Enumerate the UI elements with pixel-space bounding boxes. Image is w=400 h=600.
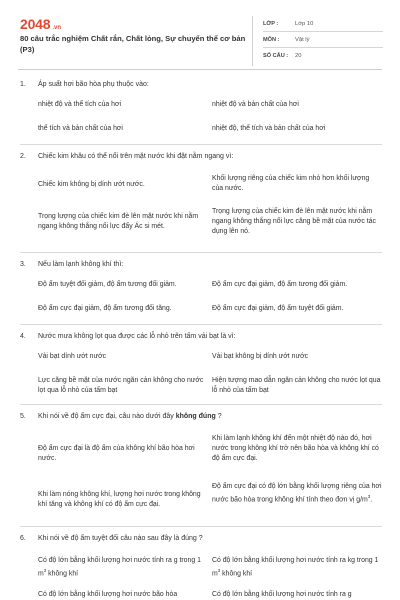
option-text: Có độ lớn bằng khối lượng hơi nước tính ra kg trong 1 m bbox=[212, 557, 379, 578]
answer-option-b[interactable]: Khối lượng riêng của chiếc kim nhỏ hơn khối lượng của nước. bbox=[212, 175, 370, 192]
answer-option-c[interactable]: thể tích và bản chất của hơi bbox=[38, 125, 123, 132]
question-1 bbox=[20, 80, 382, 132]
meta-key: LỚP : bbox=[263, 20, 279, 27]
option-text-end: . bbox=[370, 496, 373, 504]
answer-option-a[interactable]: Chiếc kim không bị dính ướt nước. bbox=[38, 181, 145, 188]
question-2 bbox=[20, 152, 382, 235]
answer-option-d[interactable]: Hiện tượng mao dẫn ngăn cản không cho nước lọt qua lỗ nhỏ của tấm bạt bbox=[212, 377, 381, 394]
answer-option-c[interactable]: Lực căng bề mặt của nước ngăn cản không cho nước lọt qua lỗ nhỏ của tấm bạt bbox=[38, 377, 204, 394]
answer-option-b[interactable]: Khi làm lạnh không khí đến một nhiệt độ nào đó, hơi nước trong không khí trở nên bão hòa và không khí có độ ẩm cực đại. bbox=[212, 435, 379, 462]
meta-key: SỐ CÂU : bbox=[263, 53, 289, 59]
question-text: Khi nói về độ ẩm tuyệt đối câu nào sau đây là đúng ? bbox=[38, 535, 203, 542]
answer-option-a[interactable]: Vải bạt dính ướt nước bbox=[38, 353, 107, 360]
option-text-end: không khí bbox=[220, 570, 253, 578]
question-text-start: Khi nói về độ ẩm cực đại, câu nào dưới đây bbox=[38, 413, 176, 420]
answer-option-a[interactable]: Độ ẩm cực đại là độ ẩm của không khí bão hòa hơi nước. bbox=[38, 445, 195, 462]
option-text-end: không khí bbox=[46, 570, 79, 578]
answer-option-c[interactable]: Trọng lượng của chiếc kim đè lên mặt nước khi nằm ngang không thắng nổi lực đẩy Ác si mét. bbox=[38, 213, 199, 230]
answer-option-a[interactable] bbox=[38, 556, 206, 579]
unit-superscript: 3 bbox=[367, 494, 371, 499]
question-text-end: ? bbox=[215, 413, 222, 420]
brand-domain: .vn bbox=[52, 25, 62, 31]
meta-row-subject bbox=[263, 32, 383, 48]
meta-key: MÔN : bbox=[263, 36, 280, 43]
brand-name: 2048 bbox=[20, 16, 51, 32]
answer-option-d[interactable]: Trọng lượng của chiếc kim đè lên mặt nước khi nằm ngang không thắng nổi lực căng bề mặt của nước tác dụng lên nó. bbox=[212, 208, 376, 235]
question-number: 3. bbox=[20, 261, 26, 268]
meta-value: Vật lý bbox=[295, 36, 310, 43]
question-text: Chiếc kim khâu có thể nổi trên mặt nước khi đặt nằm ngang vì: bbox=[38, 153, 234, 160]
option-text: Có độ lớn bằng khối lượng hơi nước tính ra g trong 1 m bbox=[38, 557, 201, 578]
meta-row-grade bbox=[263, 16, 383, 32]
answer-option-b[interactable] bbox=[212, 556, 382, 579]
meta-value: Lớp 10 bbox=[295, 20, 314, 27]
answer-option-c[interactable]: Có độ lớn bằng khối lượng hơi nước bão hòa bbox=[38, 591, 178, 598]
question-divider bbox=[20, 252, 382, 253]
answer-option-c[interactable]: Khi làm nóng không khí, lượng hơi nước trong không khí tăng và không khí có độ ẩm cực đại. bbox=[38, 491, 201, 508]
meta-table bbox=[252, 16, 382, 66]
meta-value: 20 bbox=[295, 53, 302, 59]
question-3 bbox=[20, 260, 382, 312]
answer-option-b[interactable]: nhiệt độ và bản chất của hơi bbox=[212, 101, 299, 108]
unit-superscript: 3 bbox=[43, 568, 47, 573]
question-divider bbox=[20, 404, 382, 405]
question-number: 2. bbox=[20, 153, 26, 160]
question-number: 1. bbox=[20, 81, 26, 88]
meta-row-count bbox=[263, 48, 383, 64]
question-divider bbox=[20, 526, 382, 527]
document-title: 80 câu trắc nghiệm Chất rắn, Chất lỏng, Sự chuyển thể cơ bản (P3) bbox=[20, 34, 246, 54]
question-4 bbox=[20, 332, 382, 394]
answer-option-a[interactable]: nhiệt độ và thể tích của hơi bbox=[38, 101, 122, 108]
unit-superscript: 3 bbox=[217, 568, 221, 573]
answer-option-d[interactable] bbox=[212, 482, 382, 505]
question-text bbox=[38, 412, 222, 422]
answer-option-d[interactable]: Có độ lớn bằng khối lượng hơi nước tính ra g bbox=[212, 591, 352, 598]
question-number: 5. bbox=[20, 413, 26, 420]
answer-option-b[interactable]: Độ ẩm cực đại giảm, độ ẩm tương đối giảm. bbox=[212, 281, 348, 288]
question-5 bbox=[20, 412, 382, 508]
question-number: 6. bbox=[20, 535, 26, 542]
document-header bbox=[18, 14, 382, 70]
answer-option-a[interactable]: Độ ẩm tuyệt đối giảm, độ ẩm tương đối giảm. bbox=[38, 281, 177, 288]
question-emphasis: không đúng bbox=[175, 413, 216, 420]
question-text: Áp suất hơi bão hòa phụ thuộc vào: bbox=[38, 81, 149, 88]
answer-option-b[interactable]: Vải bạt không bị dính ướt nước bbox=[212, 353, 309, 360]
option-text: Độ ẩm cực đại có độ lớn bằng khối lượng riêng của hơi nước bão hòa trong không khí tính theo đơn vị g/m bbox=[212, 483, 382, 504]
question-divider bbox=[20, 144, 382, 145]
question-text: Nước mưa không lọt qua được các lỗ nhỏ trên tấm vải bạt là vì: bbox=[38, 333, 236, 340]
answer-option-d[interactable]: nhiệt độ, thể tích và bản chất của hơi bbox=[212, 125, 326, 132]
answer-option-c[interactable]: Độ ẩm cực đại giảm, độ ẩm tương đối tăng. bbox=[38, 305, 172, 312]
question-divider bbox=[20, 324, 382, 325]
brand-logo[interactable] bbox=[20, 16, 61, 32]
answer-option-d[interactable]: Độ ẩm cực đại giảm, độ ẩm tuyệt đối giảm. bbox=[212, 305, 344, 312]
question-6 bbox=[20, 534, 382, 598]
question-number: 4. bbox=[20, 333, 26, 340]
question-text: Nếu làm lạnh không khí thì: bbox=[38, 261, 124, 268]
